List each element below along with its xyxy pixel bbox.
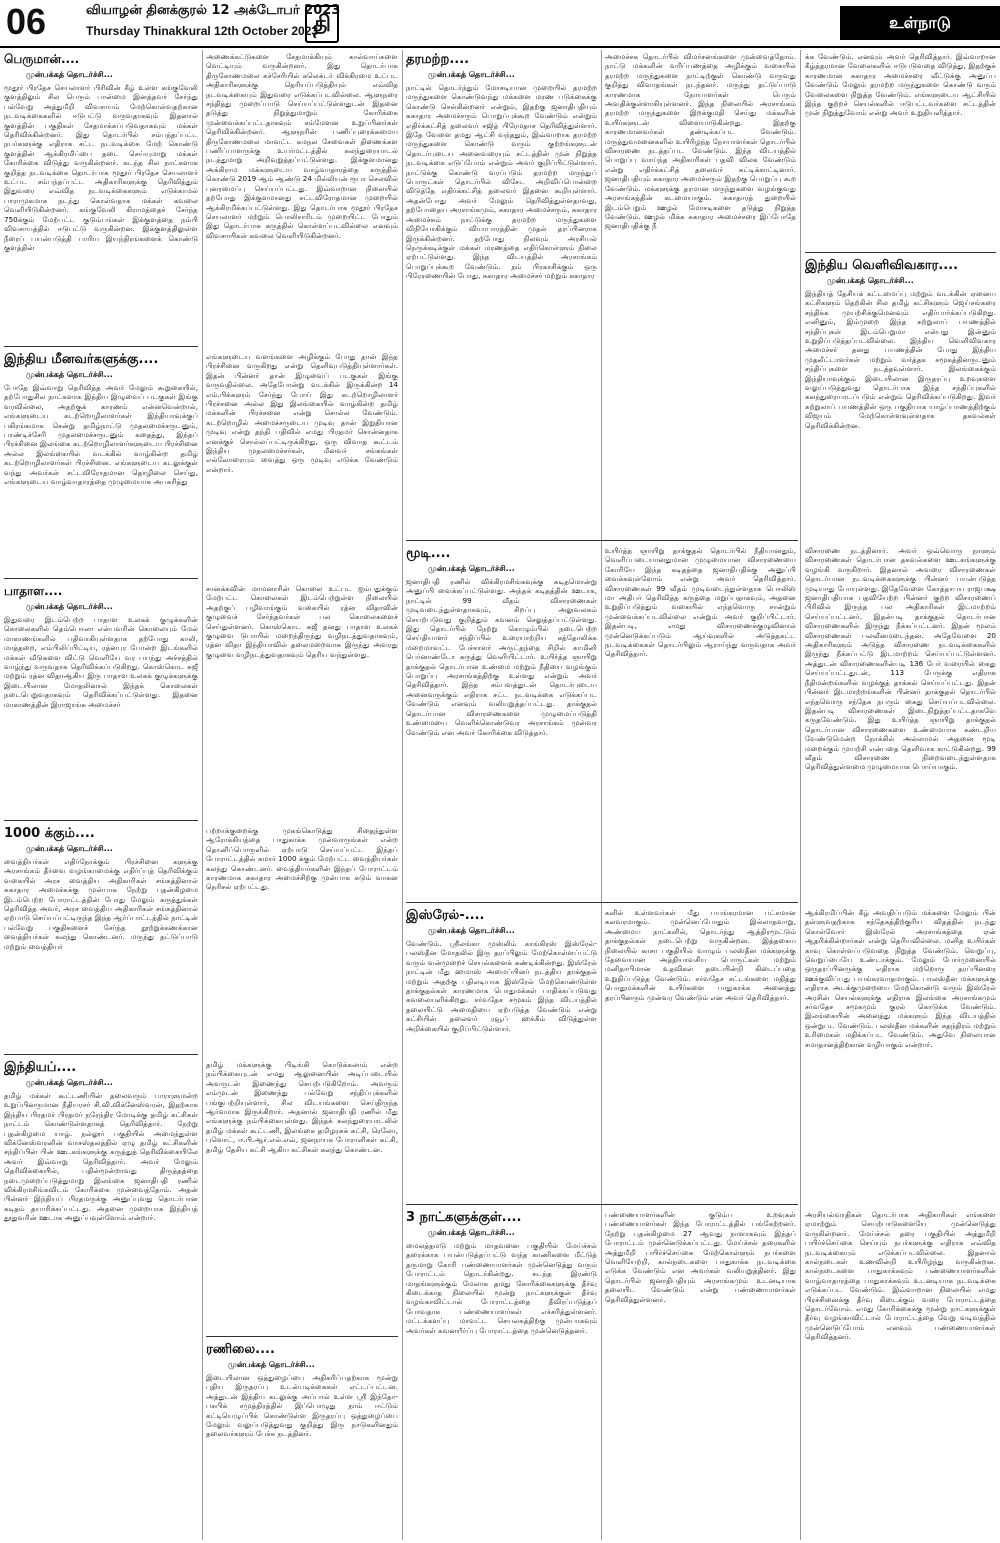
article-body: இந்தியத் தேசியக் கட்டமைப்பு மற்றும் வடக்கின் ஏனைய கட்சிகளும் தெற்கின் சில தமிழ் கட்சிகளும் ஜெய்சங்கரை சந்திக்க முயற்சிக்குமெனவும் எதிர்பார்க்கப்படுகிறது. எனினும், இம்முறை இந்த சுற்றுலாப் பயணத்தில் சந்திப்புகள் இடம்பெறுமா என்பது இன்னும் உறுதிப்படுத்தப்படவில்லை. இந்திய வெளிவிவகார அமைச்சர் தனது பயணத்தின் போது இந்திய முதலீட்டாளர்கள் மற்றும் வர்த்தக சமூகத்தினருடனும் சந்திப்புகளை நடத்தவுள்ளார். இலங்கைக்கும் இந்தியாவுக்கும் இடையிலான இருதரப்பு உறவுகளை வலுப்படுத்துவது தொடர்பாக இந்த சந்திப்புகளில் கலந்துரையாடப்படும் என்றும் தெரிவிக்கப்படுகிறது. இவர் சுற்றுலாப் பயணத்தின் ஒரு பகுதியாக யாழ்ப்பாணத்திற்கும் விஜயம் மேற்கொள்ளவுள்ளதாக தகவல்கள் தெரிவிக்கின்றன. <box>805 289 996 430</box>
article-headline: இந்திய மீனவர்களுக்கு.... <box>4 352 159 367</box>
section-banner: உள்நாடு <box>840 6 1000 40</box>
article-separator <box>4 578 198 579</box>
article-paathaala <box>4 584 198 814</box>
article-body: இதுவரை இடம்பெற்ற பாதாள உலகக் குழுக்களின் கொலைகளில் தெம்பொலா என்பவரின் கொலையும் மேல் மாகாணங்களில் பதிவாகியுள்ளதாக தற்போது காலி, மாத்தறை, எம்பிலிப்பிட்டிய, ரத்னபுர போன்ற இடங்களில் மக்கள் வீடுகளை விட்டு வெளியே வர பயந்து அச்சத்தில் வாழ்ந்து வருவதாக தெரிவிக்கப்படுகிறது. கொஸ்கொட சுஜீ மற்றும் ரத்ன விதாஆகிய இரு பாதாள உலகக் குழுக்களுக்கு இடையிலான மோதலினால் இந்தக் கொலைகள் நடைபெறுவதாகவும் தெரிவிக்கப்பட்டுள்ளது. இதனை மாகாணத்தின் இராஜாங்க அமைச்சர் <box>4 615 198 709</box>
article-israel-continued-2 <box>805 908 996 1200</box>
article-moodi-continued <box>605 546 796 898</box>
article-byline: முன்பக்கத் தொடர்ச்சி... <box>26 370 113 379</box>
paper-logo: தி <box>305 5 339 43</box>
article-body: போதே இவ்வாறு தெரிவித்த அவர் மேலும் கூறுகையில், தற்போதுசில நாட்களாக இந்திய இழுவைப் படகுகள் இங்கு வரவில்லை, அதற்குக் காரணம் என்னவென்றால், எங்களுடைய கடற்றொழிலாளர்கள் இந்தியாவுக்குப் பகிரங்கமாக சென்று தமிழ்நாட்டு முதலமைச்சருடனும், பாண்டிச்சேரி முதலமைச்சருடனும் கதைத்து, இந்தப் பிரச்சினை இலங்கை கடற்றொழிலாளர்களுடைய பிரச்சினை அல்ல இலங்கையில் வடக்கில் வாழ்கின்ற தமிழ் கடற்றொழிலாளர்கள் பிரச்சினை. எங்களுடைய கடலுக்குள் வந்து அவர்கள் சட்டவிரோதமான தொழிலை செய்து, எங்களுடைய வாழ்வாதாரத்தை முழுமையாக அபகரித்து <box>4 383 198 487</box>
column-divider <box>202 50 203 1540</box>
article-byline: முன்பக்கத் தொடர்ச்சி... <box>827 276 914 285</box>
article-ranil <box>206 1342 398 1538</box>
article-aayiram <box>4 826 198 1048</box>
article-byline: முன்பக்கத் தொடர்ச்சி... <box>428 70 515 79</box>
article-india-continued <box>206 1060 398 1332</box>
article-tharamatra-continued <box>605 52 796 534</box>
article-byline: முன்பக்கத் தொடர்ச்சி... <box>228 1360 315 1369</box>
article-headline: ரணிலை.... <box>206 1342 275 1357</box>
article-body: வேண்டும். ஸ்ரீலங்கா முஸ்லிம் காங்கிரஸ் இஸ்ரேல்-பலஸ்தீன மோதலில் இரு தரப்பிலும் மேற்கொள்ளப்பட்டு வரும் வன்முறைச் செயல்களைக் கண்டிக்கின்றது. இஸ்ரேல் நாட்டின் மீது ஹமாஸ் அமைப்பினர் நடத்திய தாக்குதல் மற்றும் அதற்கு பதிலடியாக இஸ்ரேல் மேற்கொண்டுள்ள தாக்குதல்கள் காரணமாக பொதுமக்கள் பாதிக்கப்படுவது கவலையளிக்கிறது. சர்வதேச சமூகம் இந்த விடயத்தில் தலையிட்டு அமைதியை ஏற்படுத்த வேண்டும் என்று கட்சியின் தலைவர் ரவூப் ஹக்கீம் விடுத்துள்ள அறிக்கையில் குறிப்பிட்டுள்ளார். <box>406 939 597 1033</box>
paper-name-english: Thursday Thinakkural 12th October 2023 <box>86 24 319 38</box>
article-separator <box>4 346 198 347</box>
article-body: தமிழ் மக்கள் கூட்டணியின் தலைவரும் பாராளுமன்ற உறுப்பினருமான நீதியரசர் சி.வி.விக்னேஸ்வரன், இதற்காக இந்திய பிரதமர் பிரதமர் நரேந்திர மோடிக்கு தமிழ் கட்சிகள் நாட்டம் கொண்டுள்ளதாகத் தெரிவித்தார். நேற்று புதன்கிழமை யாழ். நல்லூர் பகுதியில் அமைந்துள்ள விக்னேஸ்வரனின் வாசஸ்தலத்தில் ஏழு தமிழ் கட்சிகளின் சந்திப்பின் பின் ஊடகங்களுக்கு கருத்துத் தெரிவிக்கையிலே அவர் இவ்வாறு தெரிவித்தார். அவர் மேலும் தெரிவிக்கையில், பதின்மூன்றாவது திருத்தத்தை நடைமுறைப்படுத்துமாறு இலங்கை ஜனாதிபதி ரணில் விக்கிரமசிங்கவிடம் கோரிக்கை முன்வைத்தோம். அதன் பின்னர் இந்தியப் பிரதமருக்கு அனுப்புவது தொடர்பான கடிதம் தயாரிக்கப்பட்டது. அதனை முறையாக இந்தியத் தூதுவரின் ஊடாக அனுப்பவுள்ளோம் என்றார். <box>4 1091 198 1223</box>
article-body: மூதூர் பிரதேச செயலாளர் பிரிவின் கீழ் உள்ள கங்குவேலி குளத்திலும் சில பெரும் பான்மை இனத்தவர் சேர்ந்து பல்வேறு அத்துமீறி விவசாயம் மேற்கொள்வதற்கான நடவடிக்கைகளில் ஈடுபட்டு வருவதாகவும் இதனால் குளத்தின் பகுதிகள் சேதமாக்கப்படுவதாகவும் மக்கள் தெரிவிக்கின்றனர். இது தொடர்பில் சம்பந்தப்பட்ட நபர்களுக்கு எதிராக சட்ட நடவடிக்கை மேற் கொண்டு குளத்தின் ஆக்கிரமிப்பை தடை செய்யுமாறு மக்கள் கோரிக்கை விடுத்து வருகின்றனர். கடந்த சில நாட்களாக குறித்த நடவடிக்கை தொடர்பாக மூதூர் பிரதேச செயலாளர் உட்பட சம்பந்தப்பட்ட அதிகாரிகளுக்கு தெரிவித்தும் இதுவரை எவ்வித நடவடிக்கைகளும் எடுக்காமல் பாராமுகமாக நடந்து கொள்வதாக மக்கள் கவலை வெளியிடுகின்றனர். கங்குவேலி கிராமத்தைச் சேர்ந்த 750க்கும் மேற்பட்ட குடும்பங்கள் இக்குளத்தை நம்பி விவசாயத்தில் ஈடுபட்டு வருகின்றன. இக்குளத்திலுள்ள நீரைப் பயன்படுத்தி பாரிய இயந்திரங்களைக் கொண்டு குளத்தின் <box>4 83 198 252</box>
article-body-continued: ஆக்கிரமிப்பின் கீழ் அவதிப்படும் மக்களை மேலும் பின் தள்ளுவதற்காக சந்தேகத்திற்குரிய விதத்தில் நடந்து கொள்வோர் இஸ்ரேல் அரசாங்கத்தை ஏன் ஆதரிக்கின்றார்கள் என்று தெரியவில்லை. மனித உயிர்கள் காவு கொள்ளப்படுவதை நிறுத்த வேண்டும். வெறுப்பு, வெறுப்பையே உண்டாக்கும். மேலும் போர்முனையில் ஒருதரப்பினருக்கு எதிராக மற்றொரு தரப்பினரை ஊக்குவிப்பது பயங்கரவாதமாகும். பாலஸ்தீன மக்களுக்கு எதிராக அடக்குமுறையை மேற்கொண்டு வரும் இஸ்ரேல் அரசின் செயல்களுக்கு எதிராக இலங்கை அரசாங்கமும் சர்வதேச சமூகமும் குரல் கொடுக்க வேண்டும். இலங்கையின் அனைத்து மக்களும் இந்த விடயத்தில் ஒன்றுபட வேண்டும். பலஸ்தீன மக்களின் சுதந்திரம் மற்றும் உரிமைகள் மதிக்கப்பட வேண்டும். அதுவே நிலையான சமாதானத்திற்கான வழியாகும் என்றார். <box>805 908 996 1049</box>
article-separator <box>805 252 996 253</box>
article-body-continued: எங்களுடைய வளங்களை அழிக்கும் போது தான் இந்த பிரச்சினை வருகிறது என்று தெளிவுபடுத்தியுள்ளார்கள். இதன் பின்னர் தான் இழுவைப் படகுகள் இங்கு வருவதில்லை. அதேபோன்று வடக்கில் இருக்கின்ற 14 எம்.பிக்களும் சேர்ந்து போய் இது கடற்றொழிலாளர் பிரச்சனை அல்ல இது இலங்கையில் வாழ்கின்ற தமிழ் மக்களின் பிரச்சனை என்று சொல்ல வேண்டும். கடற்றொழில் அமைச்சருடைய முடிவு தான் இறுதியான முடிவு என்று தந்தி பதிவில் எமது பிரதமர் சொன்னதாக எனக்குச் சொல்லப்பட்டிருக்கிறது, ஒரு விவாத கூட்டம் இந்திய முதலமைச்சர்கள், மீனவர் சங்கங்கள் எல்லோரையும் வைத்து ஒரு முடிவு எடுக்க வேண்டும் என்றார். <box>206 352 398 474</box>
article-byline: முன்பக்கத் தொடர்ச்சி... <box>26 1078 113 1087</box>
article-headline: இஸ்ரேல்-.... <box>406 908 485 923</box>
article-meenavar <box>4 352 198 572</box>
article-tharamatra <box>406 52 597 534</box>
article-india <box>4 1060 198 1538</box>
article-separator <box>406 540 798 541</box>
paper-name-tamil: வியாழன் தினக்குரல் 12 அக்டோபர் 2023 <box>86 3 341 18</box>
article-byline: முன்பக்கத் தொடர்ச்சி... <box>26 844 113 853</box>
article-headline: 1000 க்கும்.... <box>4 826 95 841</box>
article-perumaan-continued <box>206 52 398 342</box>
article-tharamatra-continued-2 <box>805 52 996 248</box>
article-body: ஜனாதிபதி ரணில் விக்கிரமசிங்கவுக்கு கடிதமொன்று அனுப்பி வைக்கப்பட்டுள்ளது. அந்தக் கடிதத்தின் ஊடாக, நாட்டில் 99 வீதம் விசாரணைகள் முடிவடைந்துள்ளதாகவும், சிறப்பு அலுவலகம் செயற்படுவது குறித்தும் கவனம் செலுத்தப்பட்டுள்ளது. இது தொடர்பில் நேற்று கொழும்பில் நடைபெற்ற செய்தியாளர் சந்திப்பில் உரையாற்றிய கத்தோலிக்க மறைமாவட்ட பேச்சாளர் அருட்தந்தை சிறில் காமினி பெர்னாண்டோ கருத்து வெளியிட்டார். உயிர்த்த ஞாயிறு தாக்குதல் தொடர்பான உண்மை மற்றும் நீதியை வழங்கும் பொறுப்பு அரசாங்கத்திற்கு உள்ளது என்றும் அவர் தெரிவித்தார். இந்த சம்பவத்துடன் தொடர்புடைய அனைவருக்கும் எதிராக சட்ட நடவடிக்கை எடுக்கப்பட வேண்டும் எனவும் வலியுறுத்தப்பட்டது. தாக்குதல் தொடர்பான விசாரணைகளை முழுமைப்படுத்தி உண்மையை வெளிக்கொண்டுவர அரசாங்கம் முன்வர வேண்டும் என அவர் கோரிக்கை விடுத்தார். <box>406 577 597 737</box>
article-body: மைலத்தமடு மற்றும் மாதவனை பகுதியில் மேய்ச்சல் தரைக்காக பயன்படுத்தப்பட்டு வந்த காணிகளை மீட்டுத் தருமாறு கோரி பண்ணையாளர்கள் முன்னெடுத்து வரும் போராட்டம் தொடர்கின்றது. கடந்த இரண்டு மாதங்களுக்கும் மேலாக தமது கோரிக்கைகளுக்கு தீர்வு கிடைக்காத நிலையில் மூன்று நாட்களுக்குள் தீர்வு வழங்காவிட்டால் போராட்டத்தை தீவிரப்படுத்தப் போவதாக பண்ணையாளர்கள் எச்சரித்துள்ளனர். மட்டக்களப்பு மாவட்ட செயலகத்திற்கு முன்பாகவும் அவர்கள் கவனயீர்ப்பு போராட்டத்தை முன்னெடுத்தனர். <box>406 1241 597 1335</box>
article-body: இடையிலான ஒத்துழைப்பை அதிகரிப்பதற்காக மூன்று புதிய இருதரப்பு உடன்படிக்கைகள் எட்டப்பட்டன. அத்துடன் இந்திய கடலுக்கு அப்பால் உள்ள ஸ்ரீ இந்தோ-பசுபிக் சமுத்திரத்தில் இப்பொழுது நாம் ஈட்டும் கட்டியெழுப்பிக் கொண்டுள்ள இருதரப்பு ஒத்துழைப்பை மேலும் வலுப்படுத்துவது குறித்து இரு நாடுகளினதும் தலைவர்களும் பேச்சு நடத்தினர். <box>206 1373 398 1439</box>
article-headline: இந்தியப்.... <box>4 1060 77 1075</box>
article-separator <box>406 902 798 903</box>
article-moonru-naatkal-continued <box>605 1210 796 1538</box>
article-headline: மூடி.... <box>406 546 451 561</box>
article-body-continued: உயிர்த்த ஞாயிறு தாக்குதல் தொடர்பில் நீதியானதும், வெளிப்படையானதுமான முழுமையான விசாரணையை கோரியே இந்த கடிதத்தை ஜனாதிபதிக்கு அனுப்பி வைக்கவுள்ளோம் என்று அவர் தெரிவித்தார். விசாரணைகள் 99 வீதம் முடிவடைந்துள்ளதாக பொலிஸ் மா அதிபர் தெரிவித்த கருத்தை மறுப்பதாகவும், அதனை உறுதிப்படுத்தும் வகையில் எந்தவொரு சான்றும் முன்வைக்கப்படவில்லை என்றும் அவர் குறிப்பிட்டார். இதன்படி, எமது விசாரணைக்குழுவினால் முன்னெடுக்கப்படும் ஆய்வுகளில் அடுத்தகட்ட நடவடிக்கைகள் தொடர்பிலும் ஆராய்ந்து வருவதாக அவர் தெரிவித்தார். <box>605 546 796 659</box>
article-israel-continued <box>605 908 796 1200</box>
article-body: வைத்தியர்கள் எதிர்நோக்கும் பிரச்சினை களுக்கு அரசாங்கம் தீர்வை வழங்காமைக்கு எதிர்ப்புத் தெரிவிக்கும் வகையில் அரச வைத்திய அதிகாரிகள் சங்கத்தினால் சுகாதார அமைச்சுக்கு முன்பாக நேற்று புதன்கிழமை இடம்பெற்ற போராட்டத்தின் போது மேலும் கருத்துக்கள் தெரிவித்த அவர், அரச வைத்திய அதிகாரிகள் சங்கத்தினால் ஏற்பாடு செய்யப்பட்டிருந்த இந்த ஆர்ப்பாட்டத்தில் நாட்டின் பல்வேறு பகுதிகளைச் சேர்ந்த நூற்றுக்கணக்கான வைத்தியர்கள் கலந்து கொண்டனர். மருந்து தட்டுப்பாடு மற்றும் வைத்தியர் <box>4 857 198 951</box>
article-body-continued: அரசியல்வாதிகள் தொடர்பாக அதிகாரிகள் எங்களை ஏமாற்றும் செயற்பாடுகளையே முன்னெடுத்து வருகின்றனர். மேய்ச்சல் தரை பகுதியில் அத்துமீறி பயிர்ச்செய்கை செய்யும் நபர்களுக்கு எதிராக எவ்வித நடவடிக்கையும் எடுக்கப்படவில்லை. இதனால் கால்நடைகள் உணவின்றி உயிரிழந்து வருகின்றன. கால்நடைகளை பாதுகாக்கவும் பண்ணையாளர்களின் வாழ்வாதாரத்தை பாதுகாக்கவும் உடனடியாக நடவடிக்கை எடுக்கப்பட வேண்டும். இவ்வாறான நிலையில் எமது பிரச்சினைக்கு தீர்வு கிடைக்கும் வரை போராட்டத்தை தொடர்வோம். எமது கோரிக்கைக்கு மூன்று நாட்களுக்குள் தீர்வு வழங்காவிட்டால் போராட்டத்தை வேறு வடிவத்தில் முன்னெடுப்போம் எனவும் பண்ணையாளர்கள் தெரிவித்தனர். <box>805 1210 996 1342</box>
column-divider <box>601 50 602 1540</box>
article-headline: பாதாள.... <box>4 584 63 598</box>
article-moodi-continued-2 <box>805 546 996 898</box>
article-israel <box>406 908 597 1198</box>
article-headline: பெருமான்.... <box>4 52 80 66</box>
article-moonru-naatkal-continued-2 <box>805 1210 996 1538</box>
article-byline: முன்பக்கத் தொடர்ச்சி... <box>26 602 113 611</box>
article-body-continued: பற்றாக்குறைக்கு முகங்கொடுத்து சிதைந்துள்ள ஆரோக்கியத்தை பாதுகாக்க முன்வாருங்கள் என்ற தொனிப்பொருளில் ஏற்பாடு செய்யப்பட்ட இந்தப் போராட்டத்தில் சுமார் 1000 க்கும் மேற்பட்ட வைத்தியர்கள் கலந்து கொண்டனர். வைத்தியர்களின் இந்தப் போராட்டம் காரணமாக சுகாதார அமைச்சிற்கு முன்பாக கடும் வாகன நெரிசல் ஏற்பட்டது. <box>206 826 398 892</box>
article-body: நாட்டில் தொடர்ந்தும் மோசடியான முறையில் தரமற்ற மருந்துகளை கொண்டுவந்து மக்களை மரண படுக்கைக்கு கொண்டு செல்கின்றனர் என்றும், இதற்கு ஜனாதிபதியும் சுகாதார அமைச்சரும் பொறுப்புக்கூற வேண்டும் என்றும் எதிர்க்கட்சித் தலைவர் சஜித் பிரேமதாச தெரிவித்துள்ளார். இதே வேளை தமது ஆட்சி வந்ததும், இவ்வாறாக தரமற்ற மருந்துகளை கொண்டு வரும் குற்றங்களுடன் தொடர்புடைய அனைவரையும் சட்டத்தின் முன் நிறுத்த நடவடிக்கை எடுப்போம் என்றும் அவர் குறிப்பிட்டுள்ளார். நாட்டுக்கு கொண்டு வரப்படும் தரமற்ற மருந்துப் பொருட்கள் தொடர்பில் விசேட அறிவிப்பொன்றை விடுத்தே எதிர்க்கட்சித் தலைவர் இதனை கூறியுள்ளார். அதன்போது அவர் மேலும் தெரிவித்துள்ளதாவது, தற்போதைய அரசாங்கமும், சுகாதார அமைச்சரும், சுகாதார அமைச்சும் நாட்டுக்கு தரமற்ற மருந்துகளை விநியோகிக்கும் வியாபாரத்தின் முதல் தரப்பினராக இருக்கின்றனர். தற்போது நிலவும் அரசியல் நெருக்கடிக்குள் மக்கள் மரணத்தை எதிர்கொள்ளும் நிலை ஏற்பட்டுள்ளது. இந்த விடயத்தில் அரசாங்கம் பொறுப்புக்கூற வேண்டும். நம் பிரகாசிக்கும் ஒரு பிரேரணையின் போது, சுகாதார அமைச்சர் மற்றும் சுகாதார <box>406 83 597 281</box>
article-aayiram-continued <box>206 826 398 1048</box>
article-byline: முன்பக்கத் தொடர்ச்சி... <box>428 1228 515 1237</box>
article-separator <box>4 820 198 821</box>
article-velivivakara <box>805 258 996 536</box>
article-meenavar-continued <box>206 352 398 574</box>
page-number: 06 <box>6 1 47 42</box>
article-moonru-naatkal <box>406 1210 597 1538</box>
article-body-continued: அணைக்கட்டுகளை சேதமாக்கியும் கால்வாய்களை வெட்டியும் வருகின்றனர். இது தொடர்பாக திருகோணமலை கச்சேரியில் கலெக்டர் விக்கிரமை உட்பட அதிகாரிகளுக்கு தெரியப்படுத்தியும் எவ்வித நடவடிக்கையும் இதுவரை எடுக்கப்படவில்லை. ஆளுநரை சந்தித்து முறைப்பாடு செய்யப்பட்டுள்ளதுடன் இதனை தடுத்து நிறுத்துமாறும் கோரிக்கை முன்வைக்கப்பட்டதாகவும் சம்மேளன உறுப்பினர்கள் தெரிவிக்கின்றனர். ஆளுநரின் பணிப்புரைக்கமைய திருகோணமலை மாவட்ட கமநல சேவைகள் திணைக்கள பணிப்பாளருக்கு உயர்மட்டத்தில் கலந்துரையாடல் நடத்துமாறு அறிவுறுத்தப்பட்டுள்ளது. இக்குளமானது அக்கிராம மக்களுடைய வாழ்வாதாரத்தை கருத்தில் கொண்டு 2019 ஆம் ஆண்டு 24 மில்லியன் ரூபா செலவில் புனரமைப்பு செய்யப்பட்டது. இவ்வாறான நிலையில் தற்போது இக்குளமானது சட்டவிரோதமான முறையில் ஆக்கிரமிக்கப்பட்டுள்ளது. இது தொடர்பாக மூதூர் பிரதேச செயலாளர் மற்றும் பொலிசாரிடம் முறையிட்ட போதும் இது தொடர்பாக கருத்தில் கொள்ளப்படவில்லை எனவும் விவசாயிகள் கவலை வெளியிடுகின்றனர். <box>206 52 398 240</box>
column-divider <box>402 50 403 1540</box>
article-separator <box>206 1336 398 1337</box>
article-headline: இந்திய வெளிவிவகார.... <box>805 258 959 273</box>
article-separator <box>4 1054 198 1055</box>
article-body-continued: பண்ணையாளர்களின் குடும்ப உறவுகள் பண்ணையாளர்கள் இந்த போராட்டத்தில் பங்கேற்றனர். நேற்று புதன்கிழமை 27 ஆவது நாளாகவும் இந்தப் போராட்டம் முன்னெடுக்கப்பட்டது. மேய்ச்சல் தரைகளில் அத்துமீறி பயிர்ச்செய்கை மேற்கொள்ளும் நபர்களை வெளியேற்றி, கால்நடைகளை பாதுகாக்க நடவடிக்கை எடுக்க வேண்டும் என அவர்கள் வலியுறுத்தினர். இது தொடர்பில் ஜனாதிபதியும் அரசாங்கமும் உடனடியாக தலையிட வேண்டும் என்று பண்ணையாளர்கள் தெரிவித்துள்ளனர். <box>605 1210 796 1304</box>
article-body-continued: க்க வேண்டும். எனவும் அவர் தெரிவித்தார். இவ்வாறான கீழ்த்தரமான வேலைகளில் ஈடுபடுவதை விடுத்து, இதற்குக் காரணமான சுகாதார அமைச்சரை வீட்டுக்கு அனுப்ப வேண்டும் மேலும் தரமற்ற மருந்துகளை கொண்டு வரும் வேலைகளை நிறுத்த வேண்டும். எங்களுடைய ஆட்சியில் இந்த குற்றச் செயல்களில் ஈடுபட்டவர்களை சட்டத்தின் முன் நிறுத்துவோம் என்று அவர் உறுதியளித்தார். <box>805 52 996 118</box>
article-body-continued: விசாரணை நடத்தினார். அவர் ஒவ்வொரு நாளும் விசாரணைகள் தொடர்பான தகவல்களை ஊடகங்களுக்கு வழங்கி வருகிறார். இதனால் அவரை விசாரணைகள் தொடர்பான நடவடிக்கைகளுக்கு பின்னர் பயன்படுத்த முடியாது போயுள்ளது. இதேவேளை கோத்தாபய ராஜபக்ஷ ஜனாதிபதியாக பதவியேற்ற பின்னர் குற்ற விசாரணைப் பிரிவில் இருந்த பல அதிகாரிகள் இடமாற்றம் செய்யப்பட்டனர். இதன்படி தாக்குதல் தொடர்பான விசாரணைகளில் இருந்து நீக்கப்பட்டனர். இதன் மூலம் விசாரணைகள் பலவீனமடைந்தன. அதேவேளை 20 அதிகாரிகளும் அடுத்த விசாரணை நடவடிக்கைகளில் இருந்து நீக்கப்பட்டு இடமாற்றம் செய்யப்பட்டுள்ளனர். அத்துடன் விசாரணைகளின்படி 136 பேர் வரையில் கைது செய்யப்பட்டதுடன், 113 பேருக்கு எதிராக நீதிமன்றங்களில் வழக்குத் தாக்கல் செய்யப்பட்டது. இதன் பின்னர் இடமாற்றங்களின் பின்னர் தாக்குதல் தொடர்பில் எந்தவொரு சந்தேக நபரும் கைது செய்யப்படவில்லை. இதன்படி விசாரணைகள் இடைநிறுத்தப்பட்டதாகவே கருதவேண்டும். இது உயிர்த்த ஞாயிறு தாக்குதல் தொடர்பான விசாரணைகளை உண்மையாக கண்டறிய வேண்டுமென்ற நோக்கில் அல்லாமல் அதனை மூடி மறைக்கும் முயற்சி என்பதை தெளிவாக காட்டுகின்றது. 99 வீதம் விசாரணை நிறைவடைந்துள்ளதாக தெரிவித்துள்ளமை முழுமையாக பொய்யாகும். <box>805 546 996 772</box>
column-divider <box>800 50 801 1540</box>
article-byline: முன்பக்கத் தொடர்ச்சி... <box>26 70 113 79</box>
article-body-continued: சானக்கவின் மாமனாரின் கொலை உட்பட ஐம்பதுக்கும் மேற்பட்ட கொலைகள் இடம்பெற்றுள்ள நிலையில் அதற்குப் பழிவாங்கும் வகையில் ரத்ன விதாவின் குழுவைச் சேர்ந்தவர்கள் பல கொலைகளைச் செய்துள்ளனர். கொஸ்கொட சுஜீ தனது பாதாள உலகக் குழுவை டுபாயில் மறைந்திருந்து வழிநடத்துவதாகவும், ரத்ன விதா இந்தியாவில் தலைமறைவாக இருந்து அவரது குழுவை வழிநடத்துவதாகவும் தெரிய வந்துள்ளது. <box>206 584 398 659</box>
article-perumaan <box>4 52 198 342</box>
article-separator <box>406 1204 798 1205</box>
article-body-continued: தமிழ் மக்களுக்கு பிடிங்கி கொடுக்கலாம் என்ற நம்பிக்கையுடன் எமது ஆலுனையின் அடிப்படையில் அவருடன் இணைந்து செயற்படுகிறோம். அவரும் எம்முடன் இணைந்து பல்வேறு சந்திப்புக்களில் பங்குபற்றியுள்ளார், சில விடயங்களை செய்திருந்த ஆர்வமாக இருக்கிறார். அதனால் ஜனாதிபதி ரணில் மீது எங்களுக்கு நம்பிக்கையுள்ளது. இந்தக் கலந்துரையாடலில் தமிழ் மக்கள் கூட்டணி, இலங்கை தமிழரசுக் கட்சி, ரெலோ, புளொட், ஈ.பி.ஆர்.எல்.எவ், ஜனநாயக போராளிகள் கட்சி, தமிழ் தேசிய கட்சி ஆகிய கட்சிகள் கலந்து கொண்டன. <box>206 1060 398 1154</box>
article-body-continued: அமைச்சக தொடர்பில் விமர்சனங்களை முன்வைத்தோம். நாட்டு மக்களின் வரிப்பணத்தை அழிக்கும் வகையில் தரமற்ற மருந்துகளை நாட்டிற்குள் கொண்டு வருவது குறித்து விவாதங்கள் நடந்தனர். மருந்து தட்டுப்பாடு காரணமாக நோயாளர்கள் பெரும் அவதிக்குள்ளாகியுள்ளனர். இந்த நிலையில் அரசாங்கம் தரமற்ற மருந்துகளை இறக்குமதி செய்து மக்களின் உயிர்களுடன் விளையாடுகின்றது. இதற்கு காரணமானவர்கள் தண்டிக்கப்பட வேண்டும். மருத்துவமனைகளில் உயிரிழந்த நோயாளர்கள் தொடர்பில் விசாரணை நடத்தப்பட வேண்டும். இந்த விடயத்தில் பொறுப்பு வாய்ந்த அதிகாரிகள் பதவி விலக வேண்டும் என்று எதிர்க்கட்சித் தலைவர் சுட்டிக்காட்டினார். ஜனாதிபதியும் சுகாதார அமைச்சரும் இதற்கு பொறுப்பு கூற வேண்டும். மக்களுக்கு தரமான மருந்துகளை வழங்குவது அரசாங்கத்தின் கடமையாகும். சுகாதாரத் துறையில் இடம்பெறும் ஊழல் மோசடிகளை தடுத்து நிறுத்த வேண்டும். ஊழல் மிக்க சுகாதார அமைச்சரை இப்போதே ஜனாதிபதிக்கு நீ <box>605 52 796 231</box>
article-paathaala-continued <box>206 584 398 816</box>
article-moodi <box>406 546 597 896</box>
article-byline: முன்பக்கத் தொடர்ச்சி... <box>428 564 515 573</box>
article-body-continued: களில் உள்ளவர்கள் மீது பயங்கரமான பட்சமான கலவரமாகும். முன்னெப்போதும் இல்லாதவாறு, அண்மைய நாட்களில், தொடர்ந்து ஆத்திரமூட்டும் தாக்குதல்கள் நடைபெற்று வருகின்றன. இத்தகைய நிலையில் காசா பகுதியில் வாழும் பலஸ்தீன மக்களுக்கு தேவையான அத்தியாவசிய பொருட்கள் மற்றும் மனிதாபிமான உதவிகள் தடையின்றி கிடைப்பதை உறுதிப்படுத்த வேண்டும். சர்வதேச சட்டங்களை மதித்து பொதுமக்களின் உயிர்களை பாதுகாக்க அனைத்து தரப்பினரும் முன்வர வேண்டும் என அவர் தெரிவித்தார். <box>605 908 796 1002</box>
article-byline: முன்பக்கத் தொடர்ச்சி... <box>428 926 515 935</box>
masthead <box>0 0 1000 48</box>
article-headline: 3 நாட்களுக்குள்.... <box>406 1210 522 1225</box>
article-headline: தரமற்ற.... <box>406 52 470 67</box>
